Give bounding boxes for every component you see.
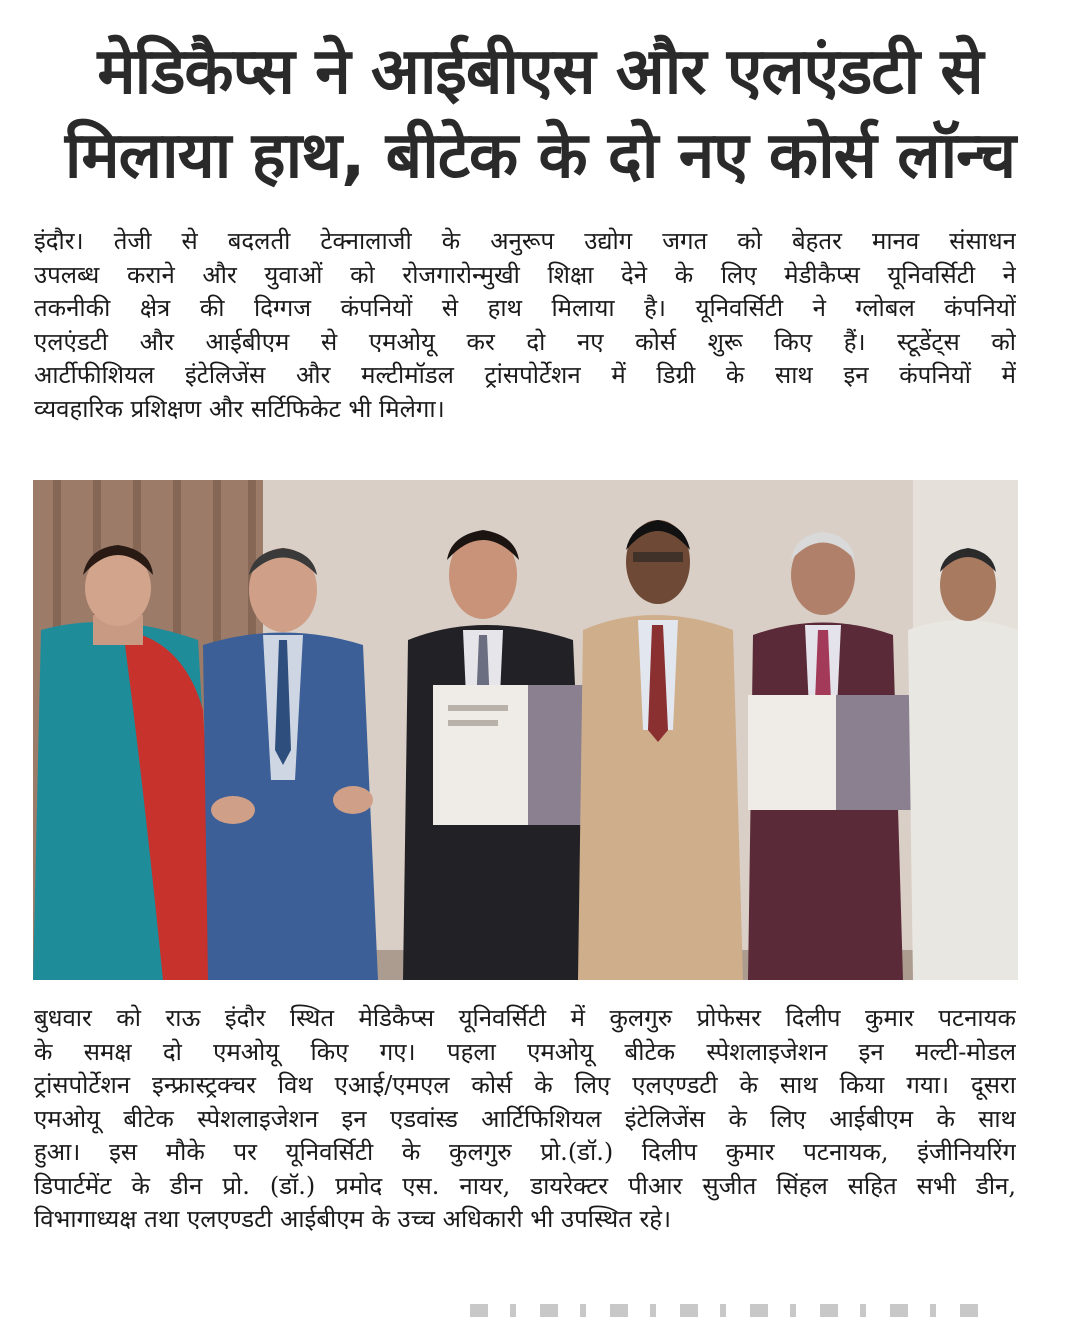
lead-paragraph bbox=[34, 225, 1016, 426]
lead-line: एलएंडटी और आईबीएम से एमओयू कर दो नए कोर्स शुरू किए हैं। स्टूडेंट्स को bbox=[34, 327, 1016, 356]
body-line: एमओयू बीटेक स्पेशलाइजेशन इन एडवांस्ड आर्टिफिशियल इंटेलिजेंस के लिए आईबीएम के साथ bbox=[34, 1104, 1016, 1133]
headline-line-2: मिलाया हाथ, बीटेक के दो नए कोर्स लॉन्च bbox=[64, 119, 1016, 193]
body-line: ट्रांसपोर्टेशन इन्फ्रास्ट्रक्चर विथ एआई/एमएल कोर्स के लिए एलएण्डटी के साथ किया गया। दूसरा bbox=[34, 1071, 1016, 1099]
mou-signing-photo bbox=[33, 480, 1018, 980]
lead-line: इंदौर। तेजी से बदलती टेक्नालाजी के अनुरूप उद्योग जगत को बेहतर मानव संसाधन bbox=[34, 227, 1016, 255]
body-line: के समक्ष दो एमओयू किए गए। पहला एमओयू बीटेक स्पेशलाइजेशन इन मल्टी-मोडल bbox=[34, 1037, 1016, 1066]
body-paragraph bbox=[34, 1002, 1016, 1237]
body-line: बुधवार को राऊ इंदौर स्थित मेडिकैप्स यूनिवर्सिटी में कुलगुरु प्रोफेसर दिलीप कुमार पटनायक bbox=[34, 1004, 1016, 1032]
cropped-next-article-text bbox=[470, 1304, 990, 1317]
lead-line: तकनीकी क्षेत्र की दिग्गज कंपनियों से हाथ मिलाया है। यूनिवर्सिटी ने ग्लोबल कंपनियों bbox=[34, 294, 1016, 322]
lead-line: आर्टीफीशियल इंटेलिजेंस और मल्टीमॉडल ट्रांसपोर्टेशन में डिग्री के साथ इन कंपनियों में bbox=[34, 361, 1016, 389]
lead-line: उपलब्ध कराने और युवाओं को रोजगारोन्मुखी शिक्षा देने के लिए मेडीकैप्स यूनिवर्सिटी ने bbox=[34, 260, 1016, 289]
body-line: डिपार्टमेंट के डीन प्रो. (डॉ.) प्रमोद एस. नायर, डायरेक्टर पीआर सुजीत सिंहल सहित सभी डीन, bbox=[34, 1171, 1016, 1200]
headline-line-1: मेडिकैप्स ने आईबीएस और एलएंडटी से bbox=[97, 35, 983, 109]
body-line: हुआ। इस मौके पर यूनिवर्सिटी के कुलगुरु प्रो.(डॉ.) दिलीप कुमार पटनायक, इंजीनियरिंग bbox=[34, 1138, 1016, 1166]
lead-line: व्यवहारिक प्रशिक्षण और सर्टिफिकेट भी मिलेगा। bbox=[34, 394, 445, 423]
headline bbox=[30, 30, 1050, 198]
body-line: विभागाध्यक्ष तथा एलएण्डटी आईबीएम के उच्च अधिकारी भी उपस्थित रहे। bbox=[34, 1205, 672, 1233]
